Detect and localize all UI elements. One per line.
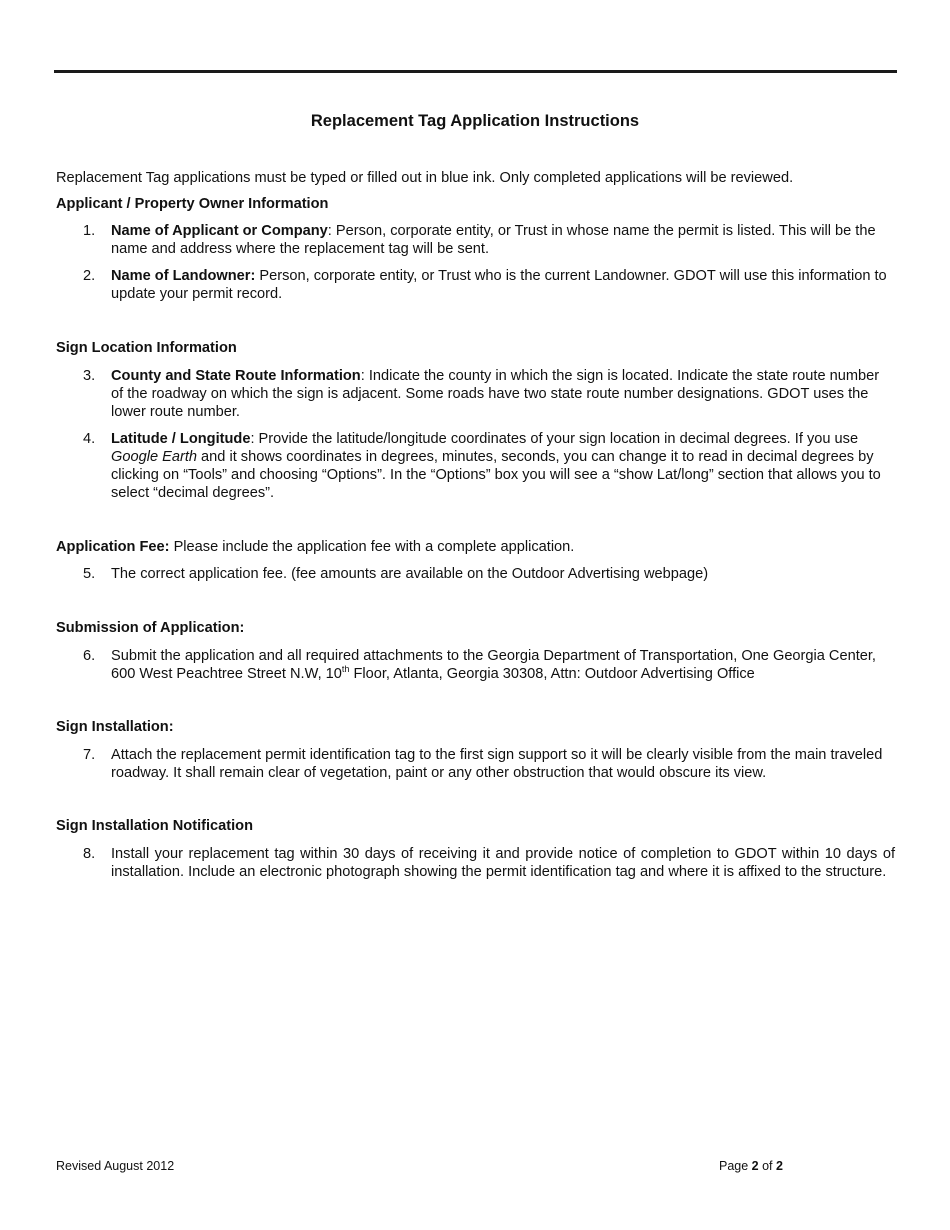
- list-item-2: [83, 267, 895, 303]
- item-number: 3.: [83, 368, 96, 384]
- list-item-5: [83, 565, 895, 583]
- item-text: Person, corporate entity, or Trust who is the current Landowner. GDOT will use this information to update your permit record.: [111, 268, 887, 302]
- fee-paragraph: [56, 538, 906, 556]
- top-rule: [54, 70, 897, 73]
- heading-submission: Submission of Application:: [56, 620, 245, 636]
- item-text: : Indicate the county in which the sign is located. Indicate the state route number of the roadway on which the sign is adjacent. Some roads have two state route number designations. GDOT uses the lower route number.: [111, 368, 880, 420]
- item-number: 7.: [83, 747, 96, 763]
- list-item-4: [83, 430, 895, 502]
- list-item-1: [83, 222, 895, 258]
- item-number: 5.: [83, 566, 96, 582]
- item-label: County and State Route Information: [111, 368, 361, 384]
- revision-date: Revised August 2012: [56, 1159, 175, 1173]
- page-number: Page 2 of 2: [719, 1159, 783, 1173]
- list-item-8: [83, 845, 895, 881]
- superscript: th: [341, 664, 350, 674]
- heading-notification: Sign Installation Notification: [56, 818, 254, 834]
- item-text: The correct application fee. (fee amounts are available on the Outdoor Advertising webpage): [111, 566, 709, 582]
- item-text: Install your replacement tag within 30 days of receiving it and provide notice of completion to GDOT within 10 days of installation. Include an electronic photograph showing the permit identification tag and where it is affixed to the structure.: [111, 846, 895, 880]
- item-text: : Provide the latitude/longitude coordinates of your sign location in decimal degrees. If you use: [250, 431, 859, 447]
- item-text: Floor, Atlanta, Georgia 30308, Attn: Outdoor Advertising Office: [349, 666, 755, 682]
- item-number: 4.: [83, 431, 96, 447]
- list-item-3: [83, 367, 895, 421]
- item-label: Latitude / Longitude: [111, 431, 251, 447]
- item-number: 2.: [83, 268, 96, 284]
- heading-applicant: Applicant / Property Owner Information: [56, 196, 329, 212]
- list-item-6: [83, 647, 895, 683]
- fee-label: Application Fee:: [56, 539, 170, 555]
- item-number: 1.: [83, 223, 96, 239]
- list-item-7: [83, 746, 895, 782]
- item-number: 6.: [83, 648, 96, 664]
- fee-text: Please include the application fee with a complete application.: [169, 539, 575, 555]
- page-title: Replacement Tag Application Instructions: [310, 112, 640, 130]
- intro-text: Replacement Tag applications must be typed or filled out in blue ink. Only completed applications will be reviewed.: [56, 170, 794, 186]
- item-text: Submit the application and all required attachments to the Georgia Department of Transportation, One Georgia Center, 600 West Peachtree Street N.W, 10: [111, 648, 876, 682]
- current-page: 2: [751, 1159, 759, 1173]
- item-label: Name of Applicant or Company: [111, 223, 328, 239]
- heading-installation: Sign Installation:: [56, 719, 174, 735]
- heading-location: Sign Location Information: [56, 340, 237, 356]
- item-number: 8.: [83, 846, 96, 862]
- item-italic-text: Google Earth: [111, 449, 197, 465]
- item-text: Attach the replacement permit identification tag to the first sign support so it will be clearly visible from the main traveled roadway. It shall remain clear of vegetation, paint or any other obstruction that would obscure its view.: [111, 747, 883, 781]
- item-text: : Person, corporate entity, or Trust in whose name the permit is listed. This will be the name and address where the replacement tag will be sent.: [111, 223, 876, 257]
- item-label: Name of Landowner:: [111, 268, 256, 284]
- item-text: and it shows coordinates in degrees, minutes, seconds, you can change it to read in decimal degrees by clicking on “Tools” and choosing “Options”. In the “Options” box you will see a “show Lat/long” section that allows you to select “decimal degrees”.: [111, 449, 881, 501]
- total-pages: 2: [776, 1159, 783, 1173]
